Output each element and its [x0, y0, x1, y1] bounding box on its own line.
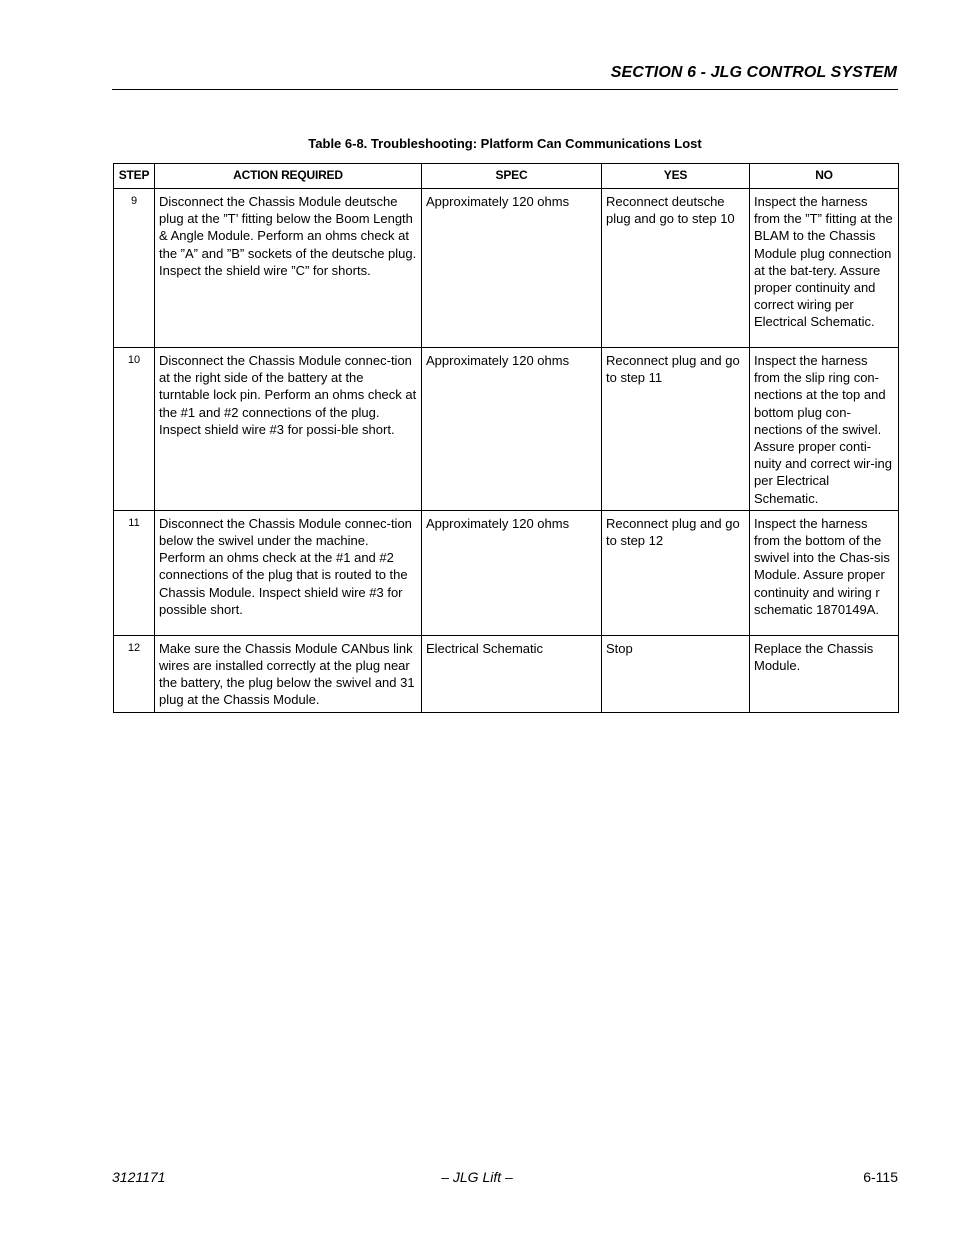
- table-header-row: [114, 164, 899, 189]
- table-caption: Table 6-8. Troubleshooting: Platform Can Communications Lost: [308, 136, 702, 151]
- table-row: [114, 189, 899, 348]
- spec-cell: Approximately 120 ohms: [422, 189, 602, 348]
- no-cell: Inspect the harness from the ”T” fitting at the BLAM to the Chassis Module plug connection at the bat-tery. Assure proper continuity and correct wiring per Electrical Schematic.: [750, 189, 899, 348]
- column-header-spec: SPEC: [422, 164, 602, 189]
- no-cell: Inspect the harness from the bottom of the swivel into the Chas-sis Module. Assure proper continuity and wiring r schematic 1870149A.: [750, 510, 899, 635]
- action-cell: Disconnect the Chassis Module connec-tion below the swivel under the machine. Perform an ohms check at the #1 and #2 connections of the plug that is routed to the Chassis Module. Inspect shield wire #3 for possible short.: [155, 510, 422, 635]
- step-cell: 10: [114, 348, 155, 511]
- spec-cell: Approximately 120 ohms: [422, 348, 602, 511]
- no-cell: Inspect the harness from the slip ring con-nections at the top and bottom plug con-nections of the swivel. Assure proper conti-nuity and correct wir-ing per Electrical Schematic.: [750, 348, 899, 511]
- column-header-action: ACTION REQUIRED: [155, 164, 422, 189]
- yes-cell: Reconnect plug and go to step 11: [602, 348, 750, 511]
- action-cell: Make sure the Chassis Module CANbus link wires are installed correctly at the plug near the battery, the plug below the swivel and 31 plug at the Chassis Module.: [155, 635, 422, 712]
- action-cell: Disconnect the Chassis Module deutsche plug at the ”T’ fitting below the Boom Length & Angle Module. Perform an ohms check at the ”A” and ”B” sockets of the deutsche plug. Inspect the shield wire ”C” for shorts.: [155, 189, 422, 348]
- action-cell: Disconnect the Chassis Module connec-tion at the right side of the battery at the turntable lock pin. Perform an ohms check at the #1 and #2 connections of the plug. Inspect shield wire #3 for possi-ble short.: [155, 348, 422, 511]
- yes-cell: Reconnect plug and go to step 12: [602, 510, 750, 635]
- table-row: [114, 635, 899, 712]
- document-number: 3121171: [112, 1169, 166, 1185]
- step-cell: 9: [114, 189, 155, 348]
- section-title: SECTION 6 - JLG CONTROL SYSTEM: [610, 64, 897, 81]
- footer-publisher: – JLG Lift –: [441, 1169, 513, 1185]
- spec-cell: Electrical Schematic: [422, 635, 602, 712]
- step-cell: 12: [114, 635, 155, 712]
- yes-cell: Reconnect deutsche plug and go to step 10: [602, 189, 750, 348]
- table-row: [114, 510, 899, 635]
- step-cell: 11: [114, 510, 155, 635]
- page-number: 6-115: [863, 1169, 898, 1185]
- yes-cell: Stop: [602, 635, 750, 712]
- header-rule: [112, 89, 898, 90]
- column-header-no: NO: [750, 164, 899, 189]
- column-header-yes: YES: [602, 164, 750, 189]
- table-row: [114, 348, 899, 511]
- spec-cell: Approximately 120 ohms: [422, 510, 602, 635]
- column-header-step: STEP: [114, 164, 155, 189]
- no-cell: Replace the Chassis Module.: [750, 635, 899, 712]
- troubleshooting-table: [113, 163, 899, 713]
